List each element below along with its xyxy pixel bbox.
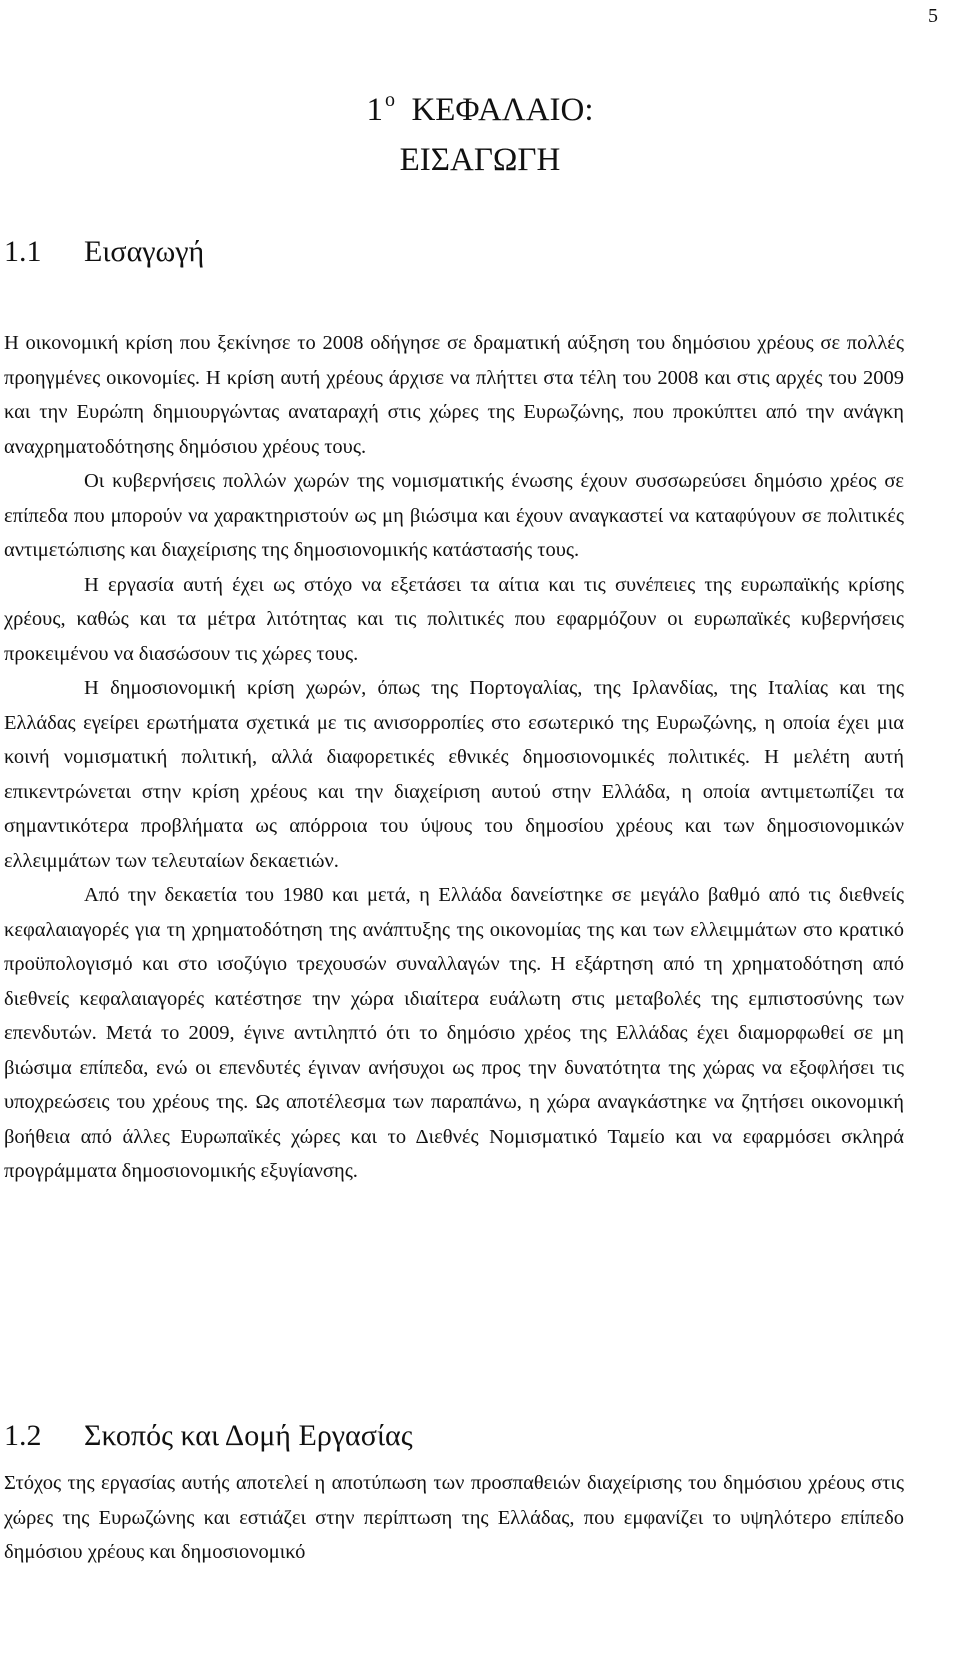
- section-body-introduction: [4, 326, 904, 1189]
- chapter-label: ΚΕΦΑΛΑΙΟ:: [411, 92, 594, 128]
- section-body-purpose-structure: [4, 1466, 904, 1570]
- section-number: 1.2: [4, 1419, 42, 1452]
- section-number: 1.1: [4, 235, 42, 268]
- paragraph: Από την δεκαετία του 1980 και μετά, η Ελλάδα δανείστηκε σε μεγάλο βαθμό από τις διεθνείς κεφαλαιαγορές για τη χρηματοδότηση της ανάπτυξης της οικονομίας της και των ελλειμμάτων στο κρατικό προϋπολογισμό και στο ισοζύγιο τρεχουσών συναλλαγών της. Η εξάρτηση από τη χρηματοδότηση από διεθνείς κεφαλαιαγορές κατέστησε την χώρα ιδιαίτερα ευάλωτη στις μεταβολές της εμπιστοσύνης των επενδυτών. Μετά το 2009, έγινε αντιληπτό ότι το δημόσιο χρέος της Ελλάδας έχει διαμορφωθεί σε μη βιώσιμα επίπεδα, ενώ οι επενδυτές έγιναν ανήσυχοι ως προς την δυνατότητα της χώρας να εξοφλήσει τις υποχρεώσεις του χρέους της. Ως αποτέλεσμα των παραπάνω, η χώρα αναγκάστηκε να ζητήσει οικονομική βοήθεια από άλλες Ευρωπαϊκές χώρες και το Διεθνές Νομισματικό Ταμείο και να εφαρμόσει σκληρά προγράμματα δημοσιονομικής εξυγίανσης.: [4, 884, 904, 1182]
- page-number: 5: [928, 5, 938, 27]
- paragraph: Η οικονομική κρίση που ξεκίνησε το 2008 οδήγησε σε δραματική αύξηση του δημόσιου χρέους σε πολλές προηγμένες οικονομίες. Η κρίση αυτή χρέους άρχισε να πλήττει στα τέλη του 2008 και στις αρχές του 2009 και την Ευρώπη δημιουργώντας αναταραχή στις χώρες της Ευρωζώνης, που προκύπτει από την ανάγκη αναχρηματοδότησης δημόσιου χρέους τους.: [4, 332, 904, 458]
- paragraph: Η δημοσιονομική κρίση χωρών, όπως της Πορτογαλίας, της Ιρλανδίας, της Ιταλίας και της Ελλάδας εγείρει ερωτήματα σχετικά με τις ανισορροπίες στο εσωτερικό της Ευρωζώνης, η οποία έχει μια κοινή νομισματική πολιτική, αλλά διαφορετικές εθνικές δημοσιονομικές πολιτικές. Η μελέτη αυτή επικεντρώνεται στην κρίση χρέους και την διαχείριση αυτού στην Ελλάδα, η οποία αντιμετωπίζει τα σημαντικότερα προβλήματα ως απόρροια του ύψους του δημοσίου χρέους και των δημοσιονομικών ελλειμμάτων των τελευταίων δεκαετιών.: [4, 677, 904, 872]
- paragraph: Οι κυβερνήσεις πολλών χωρών της νομισματικής ένωσης έχουν συσσωρεύσει δημόσιο χρέος σε επίπεδα που μπορούν να χαρακτηριστούν ως μη βιώσιμα και έχουν αναγκαστεί να καταφύγουν σε πολιτικές αντιμετώπισης και διαχείρισης της δημοσιονομικής κατάστασής τους.: [4, 470, 904, 561]
- chapter-number-superscript: ο: [384, 89, 395, 111]
- chapter-title: ΕΙΣΑΓΩΓΗ: [399, 142, 561, 178]
- paragraph: Στόχος της εργασίας αυτής αποτελεί η αποτύπωση των προσπαθειών διαχείρισης του δημόσιου χρέους στις χώρες της Ευρωζώνης και εστιάζει στην περίπτωση της Ελλάδας, που εμφανίζει το υψηλότερο επίπεδο δημόσιου χρέους και δημοσιονομικό: [4, 1472, 904, 1563]
- section-title: Εισαγωγή: [84, 235, 205, 268]
- section-heading-purpose-structure: [4, 1418, 413, 1454]
- paragraph: Η εργασία αυτή έχει ως στόχο να εξετάσει τα αίτια και τις συνέπειες της ευρωπαϊκής κρίσης χρέους, καθώς και τα μέτρα λιτότητας και τις πολιτικές που εφαρμόζουν οι ευρωπαϊκές κυβερνήσεις προκειμένου να διασώσουν τις χώρες τους.: [4, 573, 904, 665]
- chapter-number: 1 $^o$: [366, 89, 395, 128]
- chapter-heading: [0, 80, 960, 130]
- section-heading-introduction: [4, 234, 204, 270]
- section-title: Σκοπός και Δομή Εργασίας: [84, 1419, 413, 1452]
